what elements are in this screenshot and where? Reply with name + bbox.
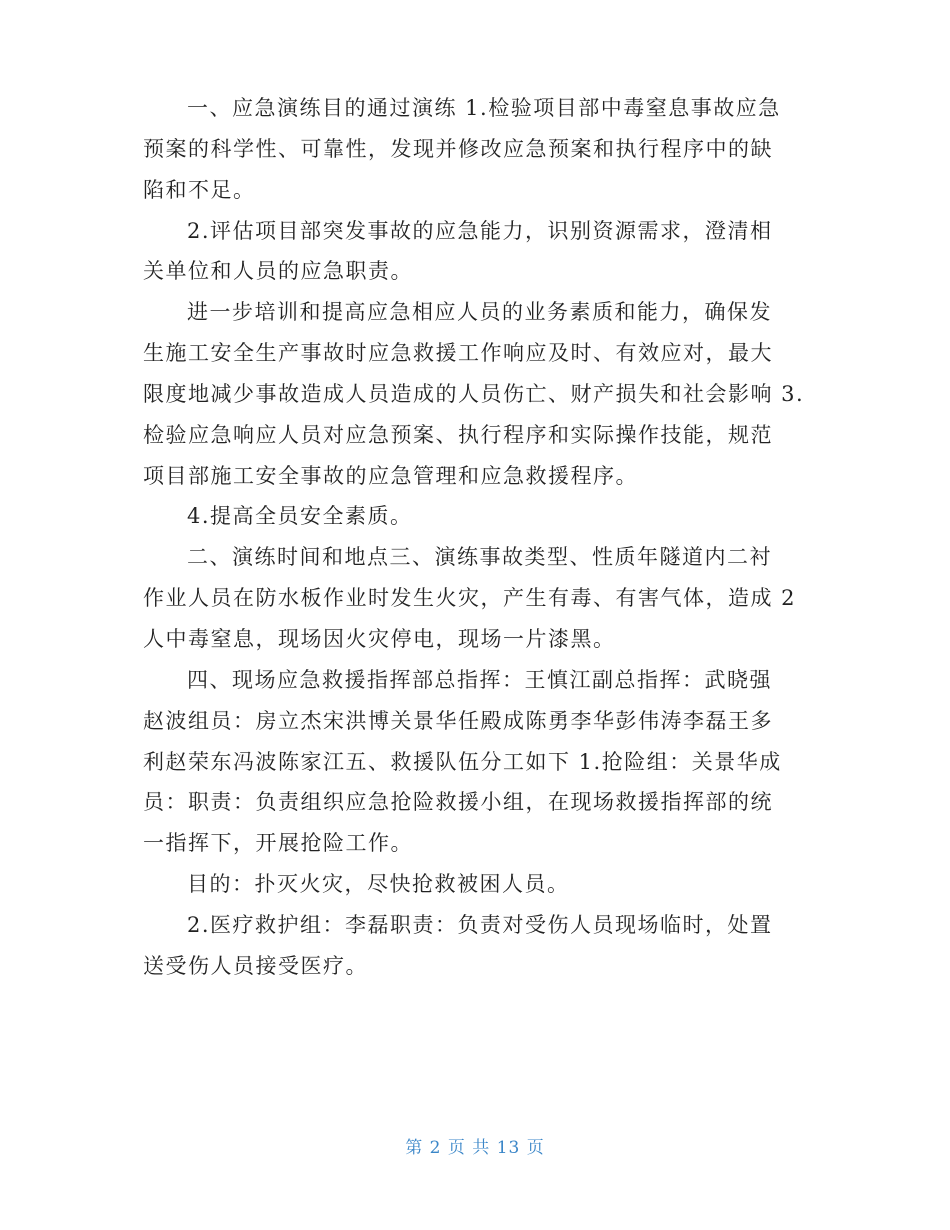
page-number: 第 2 页 共 13 页 — [405, 1138, 545, 1158]
text-line: 关单位和人员的应急职责。 — [143, 259, 413, 284]
text-line: 生施工安全生产事故时应急救援工作响应及时、有效应对，最大 — [143, 341, 773, 366]
text-line: 人中毒窒息，现场因火灾停电，现场一片漆黑。 — [143, 626, 616, 651]
text-line: 陷和不足。 — [143, 177, 256, 202]
text-line: 4.提高全员安全素质。 — [187, 504, 413, 529]
text-line: 四、现场应急救援指挥部总指挥：王慎江副总指挥：武晓强 — [187, 667, 772, 692]
text-line: 利赵荣东冯波陈家江五、救援队伍分工如下 1.抢险组：关景华成 — [143, 749, 782, 774]
text-line: 员：职责：负责组织应急抢险救援小组，在现场救援指挥部的统 — [143, 790, 773, 815]
text-line: 2.评估项目部突发事故的应急能力，识别资源需求，澄清相 — [187, 218, 773, 243]
text-line: 预案的科学性、可靠性，发现并修改应急预案和执行程序中的缺 — [143, 136, 773, 161]
text-line: 目的：扑灭火灾，尽快抢救被困人员。 — [187, 872, 570, 897]
text-line: 2.医疗救护组：李磊职责：负责对受伤人员现场临时，处置 — [187, 912, 773, 937]
text-line: 进一步培训和提高应急相应人员的业务素质和能力，确保发 — [187, 300, 772, 325]
text-line: 项目部施工安全事故的应急管理和应急救援程序。 — [143, 463, 638, 488]
text-line: 一指挥下，开展抢险工作。 — [143, 831, 413, 856]
text-line: 检验应急响应人员对应急预案、执行程序和实际操作技能，规范 — [143, 422, 773, 447]
text-line: 二、演练时间和地点三、演练事故类型、性质年隧道内二衬 — [187, 545, 772, 570]
text-line: 赵波组员：房立杰宋洪博关景华任殿成陈勇李华彭伟涛李磊王多 — [143, 708, 773, 733]
text-line: 一、应急演练目的通过演练 1.检验项目部中毒窒息事故应急 — [187, 96, 781, 120]
document-body — [143, 88, 823, 987]
text-line: 限度地减少事故造成人员造成的人员伤亡、财产损失和社会影响 3. — [143, 381, 805, 406]
text-line: 作业人员在防水板作业时发生火灾，产生有毒、有害气体，造成 2 — [143, 586, 797, 611]
text-line: 送受伤人员接受医疗。 — [143, 953, 368, 978]
